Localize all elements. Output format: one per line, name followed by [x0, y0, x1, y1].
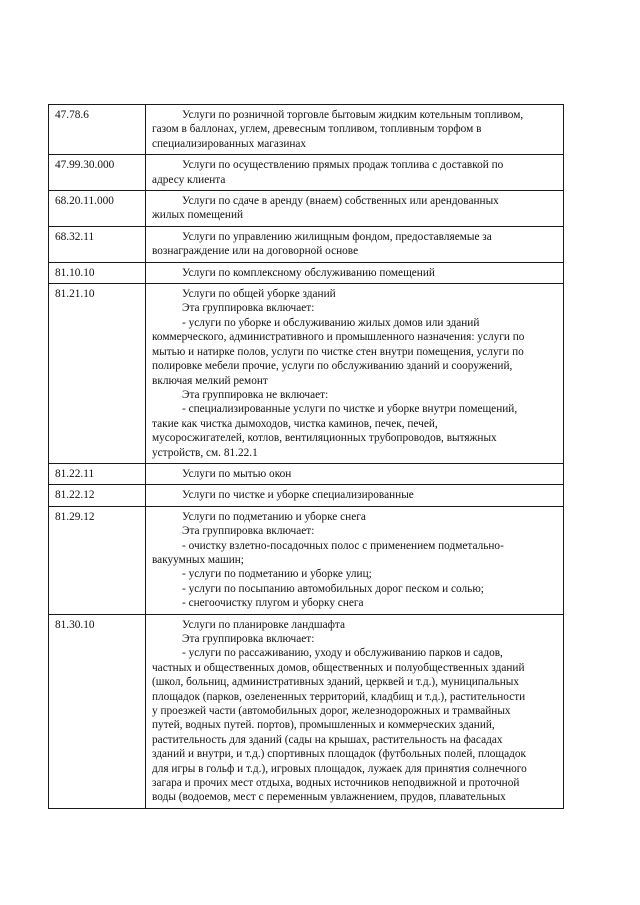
description-line: мусоросжигателей, котлов, вентиляционных трубопроводов, вытяжных — [152, 432, 497, 445]
description-line: вознаграждение или на договорной основе — [152, 245, 359, 258]
description-line: частных и общественных домов, общественных и полуобщественных зданий — [152, 661, 525, 674]
description-line: - услуги по подметанию и уборке улиц; — [182, 568, 372, 581]
table-row — [49, 226, 564, 262]
activity-description — [146, 262, 564, 283]
activity-description — [146, 226, 564, 262]
description-line: Эта группировка не включает: — [182, 388, 329, 401]
activity-code: 47.78.6 — [49, 105, 146, 155]
table-row — [49, 463, 564, 484]
description-line: Услуги по мытью окон — [182, 467, 292, 480]
description-line: Эта группировка включает: — [182, 525, 315, 538]
activity-code: 47.99.30.000 — [49, 155, 146, 191]
activity-description — [146, 284, 564, 464]
description-line: адресу клиента — [152, 173, 226, 186]
activity-description — [146, 463, 564, 484]
table-row — [49, 485, 564, 506]
description-line: Услуги по сдаче в аренду (внаем) собственных или арендованных — [182, 195, 499, 208]
description-line: Услуги по планировке ландшафта — [182, 618, 345, 631]
table-row — [49, 105, 564, 155]
activity-code: 81.21.10 — [49, 284, 146, 464]
description-line: у проезжей части (автомобильных дорог, железнодорожных и трамвайных — [152, 705, 511, 718]
description-line: мытью и натирке полов, услуги по чистке стен внутри помещения, услуги по — [152, 345, 524, 358]
classifier-table — [48, 104, 564, 809]
description-line: - очистку взлетно-посадочных полос с применением подметально- — [182, 539, 504, 552]
activity-description — [146, 191, 564, 227]
description-line: Услуги по управлению жилищным фондом, предоставляемые за — [182, 230, 492, 243]
description-line: площадок (парков, озелененных территорий, кладбищ и т.д.), растительности — [152, 690, 526, 703]
table-row — [49, 191, 564, 227]
description-line: зданий и внутри, и т.д.) спортивных площадок (футбольных полей, площадок — [152, 748, 526, 761]
description-line: - снегоочистку плугом и уборку снега — [182, 597, 364, 610]
description-line: Эта группировка включает: — [182, 302, 315, 315]
activity-description — [146, 485, 564, 506]
description-line: растительность для зданий (сады на крышах, растительность на фасадах — [152, 733, 503, 746]
description-line: - специализированные услуги по чистке и уборке внутри помещений, — [182, 403, 518, 416]
description-line: коммерческого, административного и промышленного назначения: услуги по — [152, 331, 525, 344]
description-line: Услуги по розничной торговле бытовым жидким котельным топливом, — [182, 109, 524, 121]
description-line: Услуги по чистке и уборке специализированные — [182, 489, 414, 502]
table-row — [49, 614, 564, 808]
activity-description — [146, 155, 564, 191]
description-line: полировке мебели прочие, услуги по обслуживанию зданий и сооружений, — [152, 360, 513, 373]
description-line: устройств, см. 81.22.1 — [152, 446, 258, 459]
description-line: (школ, больниц, административных зданий, церквей и т.д.), муниципальных — [152, 676, 520, 689]
description-line: вакуумных машин; — [152, 553, 244, 566]
description-line: - услуги по рассаживанию, уходу и обслуживанию парков и садов, — [182, 647, 503, 660]
table-row — [49, 262, 564, 283]
activity-description — [146, 506, 564, 614]
description-line: специализированных магазинах — [152, 137, 307, 150]
table-row — [49, 506, 564, 614]
description-line: газом в баллонах, углем, древесным топливом, топливным торфом в — [152, 123, 482, 136]
description-line: такие как чистка дымоходов, чистка каминов, печек, печей, — [152, 417, 438, 430]
activity-code: 68.20.11.000 — [49, 191, 146, 227]
activity-code: 68.32.11 — [49, 226, 146, 262]
description-line: для игры в гольф и т.д.), игровых площадок, лужаек для принятия солнечного — [152, 762, 527, 775]
description-line: жилых помещений — [152, 209, 244, 222]
description-line: Эта группировка включает: — [182, 633, 315, 645]
description-line: Услуги по подметанию и уборке снега — [182, 510, 366, 523]
activity-description — [146, 614, 564, 808]
description-line: воды (водоемов, мест с переменным увлажнением, прудов, плавательных — [152, 791, 506, 804]
activity-description — [146, 105, 564, 155]
activity-code: 81.29.12 — [49, 506, 146, 614]
table-row — [49, 155, 564, 191]
description-line: Услуги по общей уборке зданий — [182, 288, 336, 301]
activity-code: 81.10.10 — [49, 262, 146, 283]
description-line: путей, водных путей. портов), промышленных и коммерческих зданий, — [152, 719, 495, 732]
description-line: загара и прочих мест отдыха, водных источников неподвижной и проточной — [152, 777, 520, 790]
table-row — [49, 284, 564, 464]
description-line: - услуги по уборке и обслуживанию жилых домов или зданий — [182, 316, 480, 329]
description-line: - услуги по посыпанию автомобильных дорог песком и солью; — [182, 582, 484, 595]
activity-code: 81.30.10 — [49, 614, 146, 808]
classifier-table-body — [49, 105, 564, 809]
description-line: Услуги по комплексному обслуживанию помещений — [182, 266, 435, 279]
description-line: Услуги по осуществлению прямых продаж топлива с доставкой по — [182, 159, 504, 172]
activity-code: 81.22.11 — [49, 463, 146, 484]
description-line: включая мелкий ремонт — [152, 374, 268, 387]
activity-code: 81.22.12 — [49, 485, 146, 506]
